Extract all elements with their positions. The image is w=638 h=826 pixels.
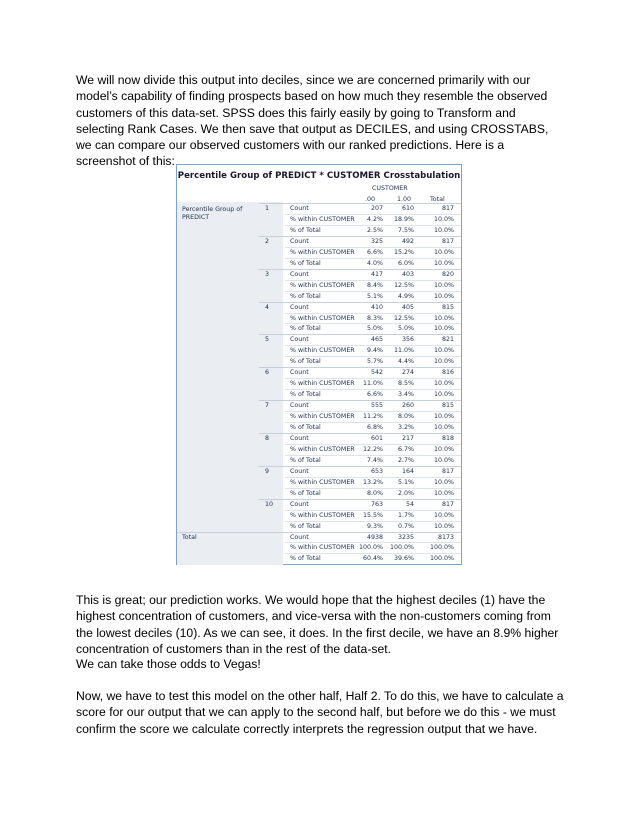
next-steps-paragraph: Now, we have to test this model on the other half, Half 2. To do this, we have to calculate a score for our output that we can apply to the second half, but before we do this - we must confirm the score we calculate correctly interprets the regression output that we have. — [76, 689, 564, 736]
cell-total: 10.0% — [433, 325, 454, 333]
cell-customer: 5.0% — [398, 325, 414, 333]
cell-noncustomer: 12.2% — [362, 445, 383, 453]
cell-customer: 8.5% — [398, 380, 414, 388]
cell-total: 10.0% — [433, 391, 454, 399]
statistic-label: % of Total — [290, 555, 321, 563]
cell-total: 817 — [441, 500, 454, 508]
cell-noncustomer: 5.0% — [367, 325, 383, 333]
cell-customer: 2.7% — [398, 456, 414, 464]
row-separator — [285, 356, 461, 357]
statistic-label: % within CUSTOMER — [290, 347, 355, 355]
cell-noncustomer: 2.5% — [367, 226, 383, 234]
group-separator — [259, 499, 461, 500]
group-separator — [259, 400, 461, 401]
cell-noncustomer: 6.6% — [367, 248, 383, 256]
crosstab-table — [176, 164, 462, 565]
column-header-00: .00 — [365, 196, 376, 203]
cell-total: 10.0% — [433, 380, 454, 388]
column-group-header: CUSTOMER — [372, 185, 408, 192]
statistic-label: % within CUSTOMER — [290, 413, 355, 421]
decile-group-label: 2 — [265, 237, 270, 245]
cell-noncustomer: 5.7% — [367, 358, 383, 366]
cell-customer: 5.1% — [398, 478, 414, 486]
statistic-label: % within CUSTOMER — [290, 511, 355, 519]
row-separator — [285, 455, 461, 456]
decile-group-label: 6 — [265, 369, 270, 377]
cell-customer: 2.0% — [398, 489, 414, 497]
row-separator — [285, 389, 461, 390]
cell-customer: 260 — [401, 402, 414, 410]
statistic-label: Count — [290, 467, 309, 475]
statistic-label: % within CUSTOMER — [290, 380, 355, 388]
statistic-label: Count — [290, 369, 309, 377]
cell-total: 817 — [441, 467, 454, 475]
cell-total: 821 — [441, 336, 454, 344]
cell-customer: 15.2% — [393, 248, 414, 256]
cell-noncustomer: 601 — [370, 434, 383, 442]
cell-customer: 18.9% — [393, 215, 414, 223]
row-separator — [285, 422, 461, 423]
statistic-label: % of Total — [290, 358, 321, 366]
cell-total: 10.0% — [433, 347, 454, 355]
cell-total: 10.0% — [433, 424, 454, 431]
cell-noncustomer: 60.4% — [362, 555, 383, 563]
cell-customer: 0.7% — [398, 522, 414, 530]
row-separator — [285, 258, 461, 259]
row-separator — [285, 214, 461, 215]
cell-customer: 39.6% — [393, 555, 414, 563]
cell-noncustomer: 653 — [370, 467, 383, 475]
cell-total: 10.0% — [433, 248, 454, 256]
row-variable-label: Percentile Group of PREDICT — [182, 206, 243, 221]
statistic-label: Count — [290, 270, 309, 278]
cell-total: 8173 — [437, 533, 454, 541]
row-separator — [285, 510, 461, 511]
statistic-label: % within CUSTOMER — [290, 544, 355, 552]
cell-total: 100.0% — [429, 555, 454, 563]
group-separator — [259, 367, 461, 368]
cell-customer: 3235 — [397, 533, 414, 541]
cell-noncustomer: 13.2% — [362, 478, 383, 486]
result-paragraph: This is great; our prediction works. We would hope that the highest deciles (1) have the highest concentration of customers, and vice-versa with the non-customers coming from the lowest deciles (10). As we can see, it does. In the first decile, we have an 8.9% higher concentration of customers than in the rest of the data-set. — [76, 593, 559, 656]
cell-total: 10.0% — [433, 292, 454, 300]
statistic-label: % within CUSTOMER — [290, 478, 355, 486]
group-separator — [259, 433, 461, 434]
statistic-label: % of Total — [290, 391, 321, 399]
cell-noncustomer: 11.0% — [362, 380, 383, 388]
cell-noncustomer: 4938 — [366, 533, 383, 541]
cell-total: 10.0% — [433, 522, 454, 530]
row-separator — [285, 553, 461, 554]
statistic-label: % of Total — [290, 456, 321, 464]
row-separator — [285, 444, 461, 445]
cell-customer: 7.5% — [398, 226, 414, 234]
decile-group-label: 7 — [265, 402, 270, 410]
statistic-label: % of Total — [290, 489, 321, 497]
cell-noncustomer: 100.0% — [358, 544, 383, 552]
row-separator — [285, 542, 461, 543]
cell-noncustomer: 555 — [370, 402, 383, 410]
statistic-label: % of Total — [290, 522, 321, 530]
cell-noncustomer: 8.3% — [367, 314, 383, 322]
statistic-label: Count — [290, 434, 309, 442]
group-separator — [259, 269, 461, 270]
statistic-label: % of Total — [290, 226, 321, 234]
cell-total: 818 — [441, 434, 454, 442]
cell-total: 815 — [441, 402, 454, 410]
row-separator — [285, 225, 461, 226]
cell-total: 10.0% — [433, 478, 454, 486]
cell-customer: 3.4% — [398, 391, 414, 399]
cell-customer: 8.0% — [398, 413, 414, 421]
cell-customer: 1.7% — [398, 511, 414, 519]
row-separator — [285, 313, 461, 314]
statistic-label: % within CUSTOMER — [290, 445, 355, 453]
row-separator — [285, 247, 461, 248]
cell-noncustomer: 417 — [370, 270, 383, 278]
cell-total: 10.0% — [433, 215, 454, 223]
decile-group-label: 4 — [265, 303, 270, 311]
statistic-label: % of Total — [290, 259, 321, 267]
statistic-label: % within CUSTOMER — [290, 248, 355, 256]
row-separator — [285, 521, 461, 522]
group-separator — [259, 203, 461, 204]
cell-total: 10.0% — [433, 259, 454, 267]
row-separator — [285, 477, 461, 478]
cell-customer: 405 — [401, 303, 414, 311]
cell-customer: 356 — [401, 336, 414, 344]
cell-noncustomer: 11.2% — [362, 413, 383, 421]
decile-group-label: 9 — [265, 467, 270, 475]
cell-total: 10.0% — [433, 314, 454, 322]
cell-customer: 4.4% — [398, 358, 414, 366]
cell-total: 820 — [441, 270, 454, 278]
cell-customer: 6.7% — [398, 445, 414, 453]
cell-noncustomer: 410 — [370, 303, 383, 311]
vegas-paragraph: We can take those odds to Vegas! — [76, 657, 261, 671]
cell-customer: 12.5% — [393, 314, 414, 322]
row-separator — [285, 411, 461, 412]
cell-total: 10.0% — [433, 413, 454, 421]
cell-total: 817 — [441, 205, 454, 212]
cell-noncustomer: 15.5% — [362, 511, 383, 519]
statistic-label: % within CUSTOMER — [290, 281, 355, 289]
cell-noncustomer: 6.8% — [367, 424, 383, 431]
cell-noncustomer: 8.0% — [367, 489, 383, 497]
cell-customer: 610 — [401, 205, 414, 212]
decile-group-label: 8 — [265, 434, 270, 442]
cell-customer: 164 — [401, 467, 414, 475]
statistic-label: % of Total — [290, 424, 321, 431]
cell-noncustomer: 5.1% — [367, 292, 383, 300]
cell-customer: 4.9% — [398, 292, 414, 300]
cell-noncustomer: 325 — [370, 237, 383, 245]
cell-noncustomer: 7.4% — [367, 456, 383, 464]
decile-group-label: 1 — [265, 205, 270, 212]
decile-group-label: 5 — [265, 336, 270, 344]
group-separator — [177, 532, 461, 533]
row-separator — [285, 378, 461, 379]
cell-total: 10.0% — [433, 489, 454, 497]
cell-total: 815 — [441, 303, 454, 311]
cell-customer: 54 — [405, 500, 414, 508]
intro-paragraph: We will now divide this output into deciles, since we are concerned primarily with our model’s capability of finding prospects based on how much they resemble the observed customers of this data-set. SPSS does this fairly easily by going to Transform and selecting Rank Cases. We then save that output as DECILES, and using CROSSTABS, we can compare our observed customers with our ranked predictions. Here is a screenshot of this: — [76, 73, 549, 169]
cell-total: 10.0% — [433, 358, 454, 366]
cell-total: 10.0% — [433, 511, 454, 519]
statistic-label: % within CUSTOMER — [290, 215, 355, 223]
cell-noncustomer: 207 — [370, 205, 383, 212]
statistic-label: % of Total — [290, 292, 321, 300]
cell-noncustomer: 8.4% — [367, 281, 383, 289]
group-separator — [259, 466, 461, 467]
cell-noncustomer: 4.0% — [367, 259, 383, 267]
cell-customer: 217 — [401, 434, 414, 442]
cell-noncustomer: 9.4% — [367, 347, 383, 355]
cell-noncustomer: 542 — [370, 369, 383, 377]
cell-noncustomer: 763 — [370, 500, 383, 508]
cell-customer: 12.5% — [393, 281, 414, 289]
group-separator — [259, 236, 461, 237]
cell-customer: 11.0% — [393, 347, 414, 355]
cell-customer: 6.0% — [398, 259, 414, 267]
row-separator — [285, 291, 461, 292]
statistic-label: % within CUSTOMER — [290, 314, 355, 322]
row-separator — [285, 345, 461, 346]
cell-total: 100.0% — [429, 544, 454, 552]
statistic-label: % of Total — [290, 325, 321, 333]
cell-noncustomer: 465 — [370, 336, 383, 344]
group-separator — [259, 302, 461, 303]
column-header-100: 1.00 — [397, 196, 412, 203]
cell-customer: 403 — [401, 270, 414, 278]
cell-customer: 274 — [401, 369, 414, 377]
statistic-label: Count — [290, 237, 309, 245]
statistic-label: Count — [290, 500, 309, 508]
cell-total: 10.0% — [433, 281, 454, 289]
statistic-label: Count — [290, 533, 309, 541]
cell-noncustomer: 4.2% — [367, 215, 383, 223]
cell-noncustomer: 9.3% — [367, 522, 383, 530]
row-header-shading — [177, 202, 283, 565]
row-separator — [285, 280, 461, 281]
row-separator — [285, 323, 461, 324]
cell-customer: 100.0% — [389, 544, 414, 552]
crosstab-title: Percentile Group of PREDICT * CUSTOMER Crosstabulation — [177, 171, 461, 181]
group-separator — [259, 334, 461, 335]
statistic-label: Count — [290, 205, 309, 212]
cell-total: 10.0% — [433, 456, 454, 464]
cell-total: 816 — [441, 369, 454, 377]
cell-total: 10.0% — [433, 445, 454, 453]
statistic-label: Count — [290, 402, 309, 410]
row-separator — [285, 488, 461, 489]
cell-noncustomer: 6.6% — [367, 391, 383, 399]
cell-total: 817 — [441, 237, 454, 245]
decile-group-label: 3 — [265, 270, 270, 278]
column-header-total: Total — [430, 196, 445, 203]
statistic-label: Count — [290, 336, 309, 344]
cell-customer: 3.2% — [398, 424, 414, 431]
cell-customer: 492 — [401, 237, 414, 245]
decile-group-label: 10 — [265, 500, 274, 508]
statistic-label: Count — [290, 303, 309, 311]
cell-total: 10.0% — [433, 226, 454, 234]
total-row-label: Total — [182, 533, 197, 541]
